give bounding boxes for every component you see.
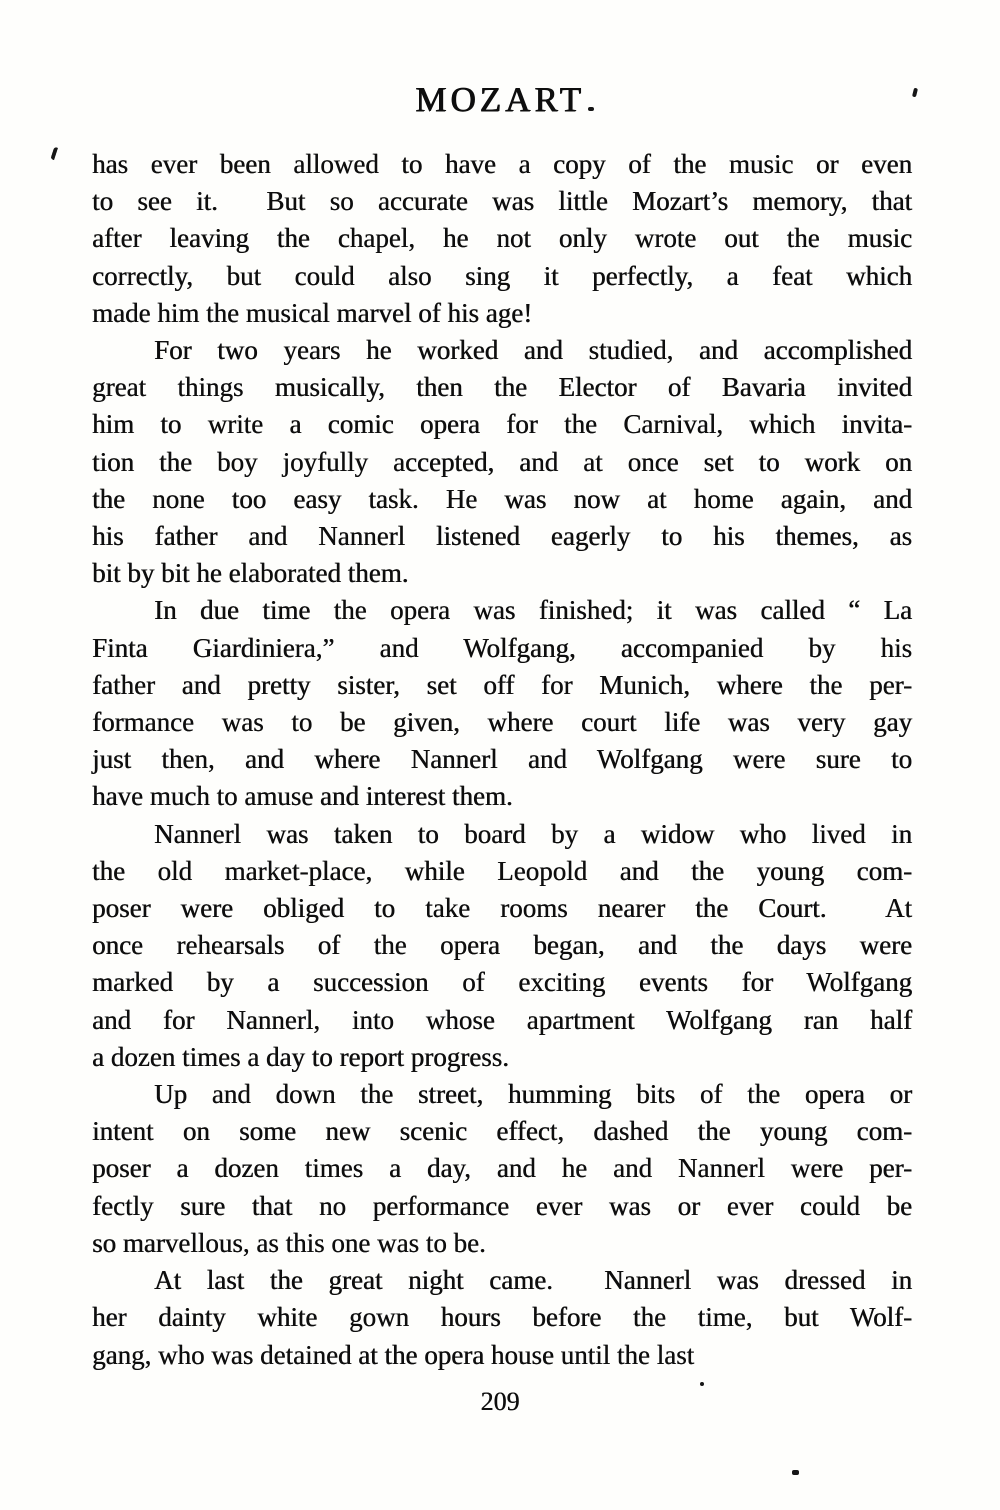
- paragraph: [92, 1262, 912, 1374]
- text-line: Finta Giardiniera,” and Wolfgang, accompanied by his: [92, 632, 912, 663]
- paragraph: [92, 1076, 912, 1262]
- text-line: him to write a comic opera for the Carnival, which invita-: [92, 409, 912, 440]
- ink-speck: [792, 1470, 799, 1475]
- text-line: the none too easy task. He was now at home again, and: [92, 483, 912, 514]
- text-line: formance was to be given, where court life was very gay: [92, 707, 912, 738]
- text-line: At last the great night came. Nannerl was dressed in: [154, 1265, 912, 1296]
- ink-speck: [700, 1382, 704, 1386]
- page-title: MOZART: [415, 80, 585, 119]
- text-line: once rehearsals of the opera began, and the days were: [92, 930, 912, 961]
- paragraph: [92, 332, 912, 592]
- text-line: has ever been allowed to have a copy of the music or even: [92, 149, 912, 179]
- text-line: poser were obliged to take rooms nearer the Court. At: [92, 893, 912, 924]
- text-line: bit by bit he elaborated them.: [92, 558, 409, 589]
- text-line: the old market-place, while Leopold and the young com-: [92, 855, 912, 886]
- text-line: so marvellous, as this one was to be.: [92, 1227, 486, 1258]
- text-line: poser a dozen times a day, and he and Nannerl were per-: [92, 1153, 912, 1184]
- text-line: correctly, but could also sing it perfectly, a feat which: [92, 260, 912, 291]
- text-line: and for Nannerl, into whose apartment Wolfgang ran half: [92, 1004, 912, 1035]
- text-line: gang, who was detained at the opera house until the last: [92, 1339, 695, 1370]
- page-number: 209: [480, 1387, 520, 1416]
- text-line: her dainty white gown hours before the time, but Wolf-: [92, 1302, 912, 1333]
- text-line: In due time the opera was finished; it was called “ La: [154, 595, 912, 626]
- text-line: to see it. But so accurate was little Mozart’s memory, that: [92, 186, 912, 217]
- text-line: marked by a succession of exciting events for Wolfgang: [92, 967, 912, 998]
- body-text: [92, 146, 912, 1374]
- text-line: after leaving the chapel, he not only wrote out the music: [92, 223, 912, 254]
- text-line: just then, and where Nannerl and Wolfgang were sure to: [92, 744, 912, 775]
- text-line: made him the musical marvel of his age!: [92, 297, 533, 328]
- text-line: For two years he worked and studied, and accomplished: [154, 335, 912, 366]
- text-line: a dozen times a day to report progress.: [92, 1041, 509, 1072]
- text-line: Nannerl was taken to board by a widow who lived in: [154, 818, 912, 849]
- text-line: tion the boy joyfully accepted, and at once set to work on: [92, 446, 912, 477]
- text-line: Up and down the street, humming bits of the opera or: [154, 1079, 912, 1110]
- text-line: father and pretty sister, set off for Munich, where the per-: [92, 669, 912, 700]
- text-line: intent on some new scenic effect, dashed the young com-: [92, 1116, 912, 1147]
- paragraph: [92, 816, 912, 1076]
- paragraph: [92, 592, 912, 815]
- text-line: have much to amuse and interest them.: [92, 781, 513, 812]
- text-line: great things musically, then the Elector of Bavaria invited: [92, 372, 912, 403]
- text-line: his father and Nannerl listened eagerly to his themes, as: [92, 521, 912, 552]
- text-line: fectly sure that no performance ever was or ever could be: [92, 1190, 912, 1221]
- ink-speck: [50, 147, 64, 163]
- paragraph: [92, 146, 912, 332]
